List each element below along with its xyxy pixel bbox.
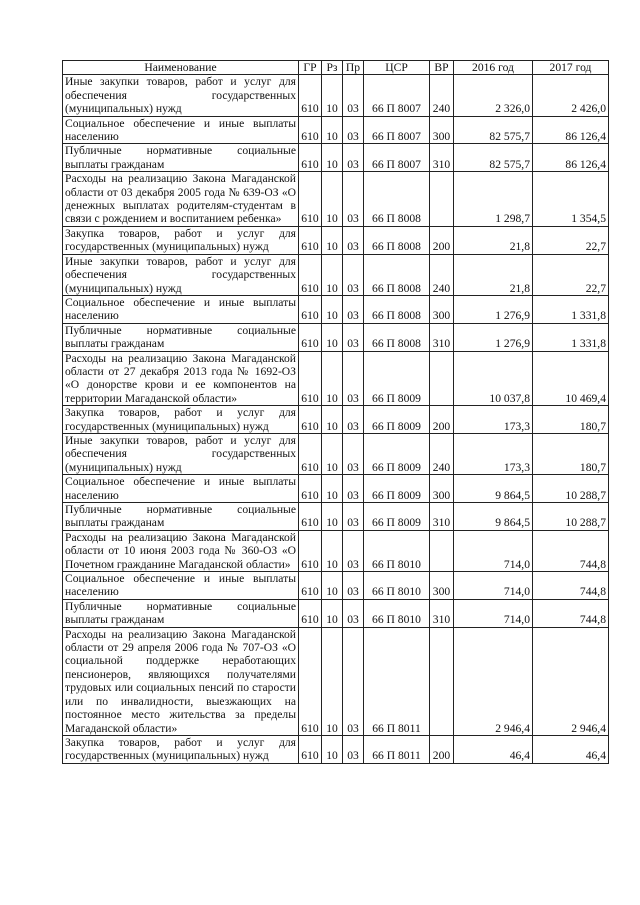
- row-gr: 610: [299, 295, 322, 323]
- row-amount-2017: 10 288,7: [533, 475, 609, 503]
- row-vr: 310: [430, 323, 454, 351]
- row-amount-2016: 173,3: [454, 433, 533, 474]
- row-rz: 10: [322, 295, 343, 323]
- row-pr: 03: [343, 351, 364, 406]
- row-csr: 66 П 8011: [364, 627, 430, 735]
- header-csr: ЦСР: [364, 61, 430, 75]
- row-amount-2017: 86 126,4: [533, 116, 609, 144]
- table-row: [63, 406, 609, 434]
- row-amount-2017: 744,8: [533, 530, 609, 571]
- row-vr: [430, 172, 454, 227]
- row-name: Иные закупки товаров, работ и услуг для обеспечения государственных (муниципальных) нужд: [63, 433, 299, 474]
- row-amount-2017: 46,4: [533, 735, 609, 763]
- row-amount-2016: 1 298,7: [454, 172, 533, 227]
- row-name: Социальное обеспечение и иные выплаты населению: [63, 116, 299, 144]
- row-amount-2017: 22,7: [533, 226, 609, 254]
- row-csr: 66 П 8008: [364, 172, 430, 227]
- row-amount-2017: 10 469,4: [533, 351, 609, 406]
- row-amount-2017: 1 331,8: [533, 323, 609, 351]
- table-body: [63, 75, 609, 763]
- row-gr: 610: [299, 226, 322, 254]
- row-csr: 66 П 8007: [364, 116, 430, 144]
- header-name: Наименование: [63, 61, 299, 75]
- table-row: [63, 433, 609, 474]
- row-rz: 10: [322, 735, 343, 763]
- row-gr: 610: [299, 144, 322, 172]
- row-amount-2017: 180,7: [533, 433, 609, 474]
- row-csr: 66 П 8009: [364, 433, 430, 474]
- row-pr: 03: [343, 295, 364, 323]
- row-csr: 66 П 8008: [364, 254, 430, 295]
- header-vr: ВР: [430, 61, 454, 75]
- row-vr: 310: [430, 599, 454, 627]
- row-rz: 10: [322, 530, 343, 571]
- row-rz: 10: [322, 144, 343, 172]
- row-gr: 610: [299, 75, 322, 116]
- row-pr: 03: [343, 254, 364, 295]
- row-gr: 610: [299, 503, 322, 531]
- row-gr: 610: [299, 254, 322, 295]
- row-amount-2017: 2 946,4: [533, 627, 609, 735]
- table-row: [63, 599, 609, 627]
- row-name: Иные закупки товаров, работ и услуг для обеспечения государственных (муниципальных) нужд: [63, 75, 299, 116]
- row-amount-2017: 10 288,7: [533, 503, 609, 531]
- row-amount-2017: 2 426,0: [533, 75, 609, 116]
- row-vr: 240: [430, 433, 454, 474]
- row-vr: 240: [430, 254, 454, 295]
- row-csr: 66 П 8010: [364, 530, 430, 571]
- table-row: [63, 323, 609, 351]
- row-pr: 03: [343, 433, 364, 474]
- row-vr: 200: [430, 226, 454, 254]
- table-row: [63, 226, 609, 254]
- row-rz: 10: [322, 599, 343, 627]
- row-amount-2017: 744,8: [533, 572, 609, 600]
- row-amount-2016: 21,8: [454, 254, 533, 295]
- row-amount-2016: 46,4: [454, 735, 533, 763]
- row-name: Иные закупки товаров, работ и услуг для обеспечения государственных (муниципальных) нужд: [63, 254, 299, 295]
- row-csr: 66 П 8010: [364, 572, 430, 600]
- row-amount-2016: 10 037,8: [454, 351, 533, 406]
- row-name: Закупка товаров, работ и услуг для государственных (муниципальных) нужд: [63, 735, 299, 763]
- table-row: [63, 75, 609, 116]
- row-rz: 10: [322, 172, 343, 227]
- row-csr: 66 П 8009: [364, 503, 430, 531]
- table-row: [63, 735, 609, 763]
- row-amount-2016: 1 276,9: [454, 323, 533, 351]
- row-gr: 610: [299, 735, 322, 763]
- table-row: [63, 503, 609, 531]
- row-pr: 03: [343, 116, 364, 144]
- table-row: [63, 627, 609, 735]
- table-row: [63, 144, 609, 172]
- row-amount-2017: 1 354,5: [533, 172, 609, 227]
- row-amount-2016: 21,8: [454, 226, 533, 254]
- row-rz: 10: [322, 226, 343, 254]
- header-rz: Рз: [322, 61, 343, 75]
- row-name: Публичные нормативные социальные выплаты гражданам: [63, 503, 299, 531]
- row-name: Расходы на реализацию Закона Магаданской области от 27 декабря 2013 года № 1692-ОЗ «О донорстве крови и ее компонентов на территории Магаданской области»: [63, 351, 299, 406]
- row-gr: 610: [299, 475, 322, 503]
- row-gr: 610: [299, 172, 322, 227]
- row-rz: 10: [322, 627, 343, 735]
- table-row: [63, 295, 609, 323]
- header-gr: ГР: [299, 61, 322, 75]
- row-pr: 03: [343, 503, 364, 531]
- row-vr: [430, 351, 454, 406]
- row-pr: 03: [343, 323, 364, 351]
- header-pr: Пр: [343, 61, 364, 75]
- row-name: Расходы на реализацию Закона Магаданской области от 03 декабря 2005 года № 639-ОЗ «О денежных выплатах родителям-студентам в связи с рождением и воспитанием ребенка»: [63, 172, 299, 227]
- row-vr: 300: [430, 116, 454, 144]
- row-amount-2017: 744,8: [533, 599, 609, 627]
- row-csr: 66 П 8009: [364, 475, 430, 503]
- row-gr: 610: [299, 406, 322, 434]
- row-name: Расходы на реализацию Закона Магаданской области от 29 апреля 2006 года № 707-ОЗ «О социальной поддержке неработающих пенсионеров, являющихся получателями трудовых или социальных пенсий по старости или по инвалидности, выезжающих на постоянное место жительства за пределы Магаданской области»: [63, 627, 299, 735]
- row-name: Социальное обеспечение и иные выплаты населению: [63, 572, 299, 600]
- row-rz: 10: [322, 406, 343, 434]
- row-gr: 610: [299, 433, 322, 474]
- row-name: Социальное обеспечение и иные выплаты населению: [63, 475, 299, 503]
- row-name: Закупка товаров, работ и услуг для государственных (муниципальных) нужд: [63, 226, 299, 254]
- row-rz: 10: [322, 433, 343, 474]
- row-csr: 66 П 8008: [364, 323, 430, 351]
- row-amount-2017: 86 126,4: [533, 144, 609, 172]
- row-vr: 300: [430, 572, 454, 600]
- row-csr: 66 П 8007: [364, 144, 430, 172]
- row-vr: [430, 627, 454, 735]
- table-row: [63, 172, 609, 227]
- row-rz: 10: [322, 475, 343, 503]
- row-amount-2016: 82 575,7: [454, 116, 533, 144]
- table-row: [63, 254, 609, 295]
- row-vr: 310: [430, 503, 454, 531]
- row-rz: 10: [322, 572, 343, 600]
- row-rz: 10: [322, 351, 343, 406]
- row-amount-2017: 1 331,8: [533, 295, 609, 323]
- row-amount-2016: 82 575,7: [454, 144, 533, 172]
- row-vr: 200: [430, 735, 454, 763]
- row-amount-2016: 1 276,9: [454, 295, 533, 323]
- row-pr: 03: [343, 530, 364, 571]
- row-amount-2016: 173,3: [454, 406, 533, 434]
- budget-table: [62, 60, 609, 764]
- row-rz: 10: [322, 75, 343, 116]
- row-csr: 66 П 8009: [364, 351, 430, 406]
- row-name: Публичные нормативные социальные выплаты гражданам: [63, 144, 299, 172]
- table-row: [63, 116, 609, 144]
- row-name: Закупка товаров, работ и услуг для государственных (муниципальных) нужд: [63, 406, 299, 434]
- row-pr: 03: [343, 572, 364, 600]
- table-header-row: [63, 61, 609, 75]
- row-vr: 240: [430, 75, 454, 116]
- row-gr: 610: [299, 116, 322, 144]
- header-2017: 2017 год: [533, 61, 609, 75]
- row-name: Расходы на реализацию Закона Магаданской области от 10 июня 2003 года № 360-ОЗ «О Почетном гражданине Магаданской области»: [63, 530, 299, 571]
- row-csr: 66 П 8008: [364, 226, 430, 254]
- table-row: [63, 572, 609, 600]
- row-pr: 03: [343, 406, 364, 434]
- row-csr: 66 П 8007: [364, 75, 430, 116]
- row-amount-2017: 22,7: [533, 254, 609, 295]
- row-amount-2016: 9 864,5: [454, 503, 533, 531]
- row-vr: 300: [430, 295, 454, 323]
- row-amount-2016: 2 326,0: [454, 75, 533, 116]
- row-name: Социальное обеспечение и иные выплаты населению: [63, 295, 299, 323]
- row-gr: 610: [299, 572, 322, 600]
- row-rz: 10: [322, 116, 343, 144]
- row-vr: 200: [430, 406, 454, 434]
- table-row: [63, 530, 609, 571]
- row-name: Публичные нормативные социальные выплаты гражданам: [63, 599, 299, 627]
- row-vr: 310: [430, 144, 454, 172]
- row-amount-2016: 9 864,5: [454, 475, 533, 503]
- row-amount-2016: 714,0: [454, 599, 533, 627]
- row-csr: 66 П 8011: [364, 735, 430, 763]
- row-pr: 03: [343, 599, 364, 627]
- header-2016: 2016 год: [454, 61, 533, 75]
- table-row: [63, 475, 609, 503]
- row-gr: 610: [299, 351, 322, 406]
- row-pr: 03: [343, 226, 364, 254]
- row-gr: 610: [299, 530, 322, 571]
- row-csr: 66 П 8008: [364, 295, 430, 323]
- row-rz: 10: [322, 254, 343, 295]
- row-gr: 610: [299, 627, 322, 735]
- row-gr: 610: [299, 323, 322, 351]
- row-csr: 66 П 8009: [364, 406, 430, 434]
- row-pr: 03: [343, 172, 364, 227]
- row-name: Публичные нормативные социальные выплаты гражданам: [63, 323, 299, 351]
- row-pr: 03: [343, 627, 364, 735]
- row-rz: 10: [322, 503, 343, 531]
- row-vr: [430, 530, 454, 571]
- row-pr: 03: [343, 735, 364, 763]
- row-pr: 03: [343, 144, 364, 172]
- table-row: [63, 351, 609, 406]
- row-pr: 03: [343, 75, 364, 116]
- row-amount-2016: 2 946,4: [454, 627, 533, 735]
- row-pr: 03: [343, 475, 364, 503]
- row-vr: 300: [430, 475, 454, 503]
- row-rz: 10: [322, 323, 343, 351]
- row-amount-2016: 714,0: [454, 572, 533, 600]
- row-gr: 610: [299, 599, 322, 627]
- row-amount-2017: 180,7: [533, 406, 609, 434]
- row-amount-2016: 714,0: [454, 530, 533, 571]
- row-csr: 66 П 8010: [364, 599, 430, 627]
